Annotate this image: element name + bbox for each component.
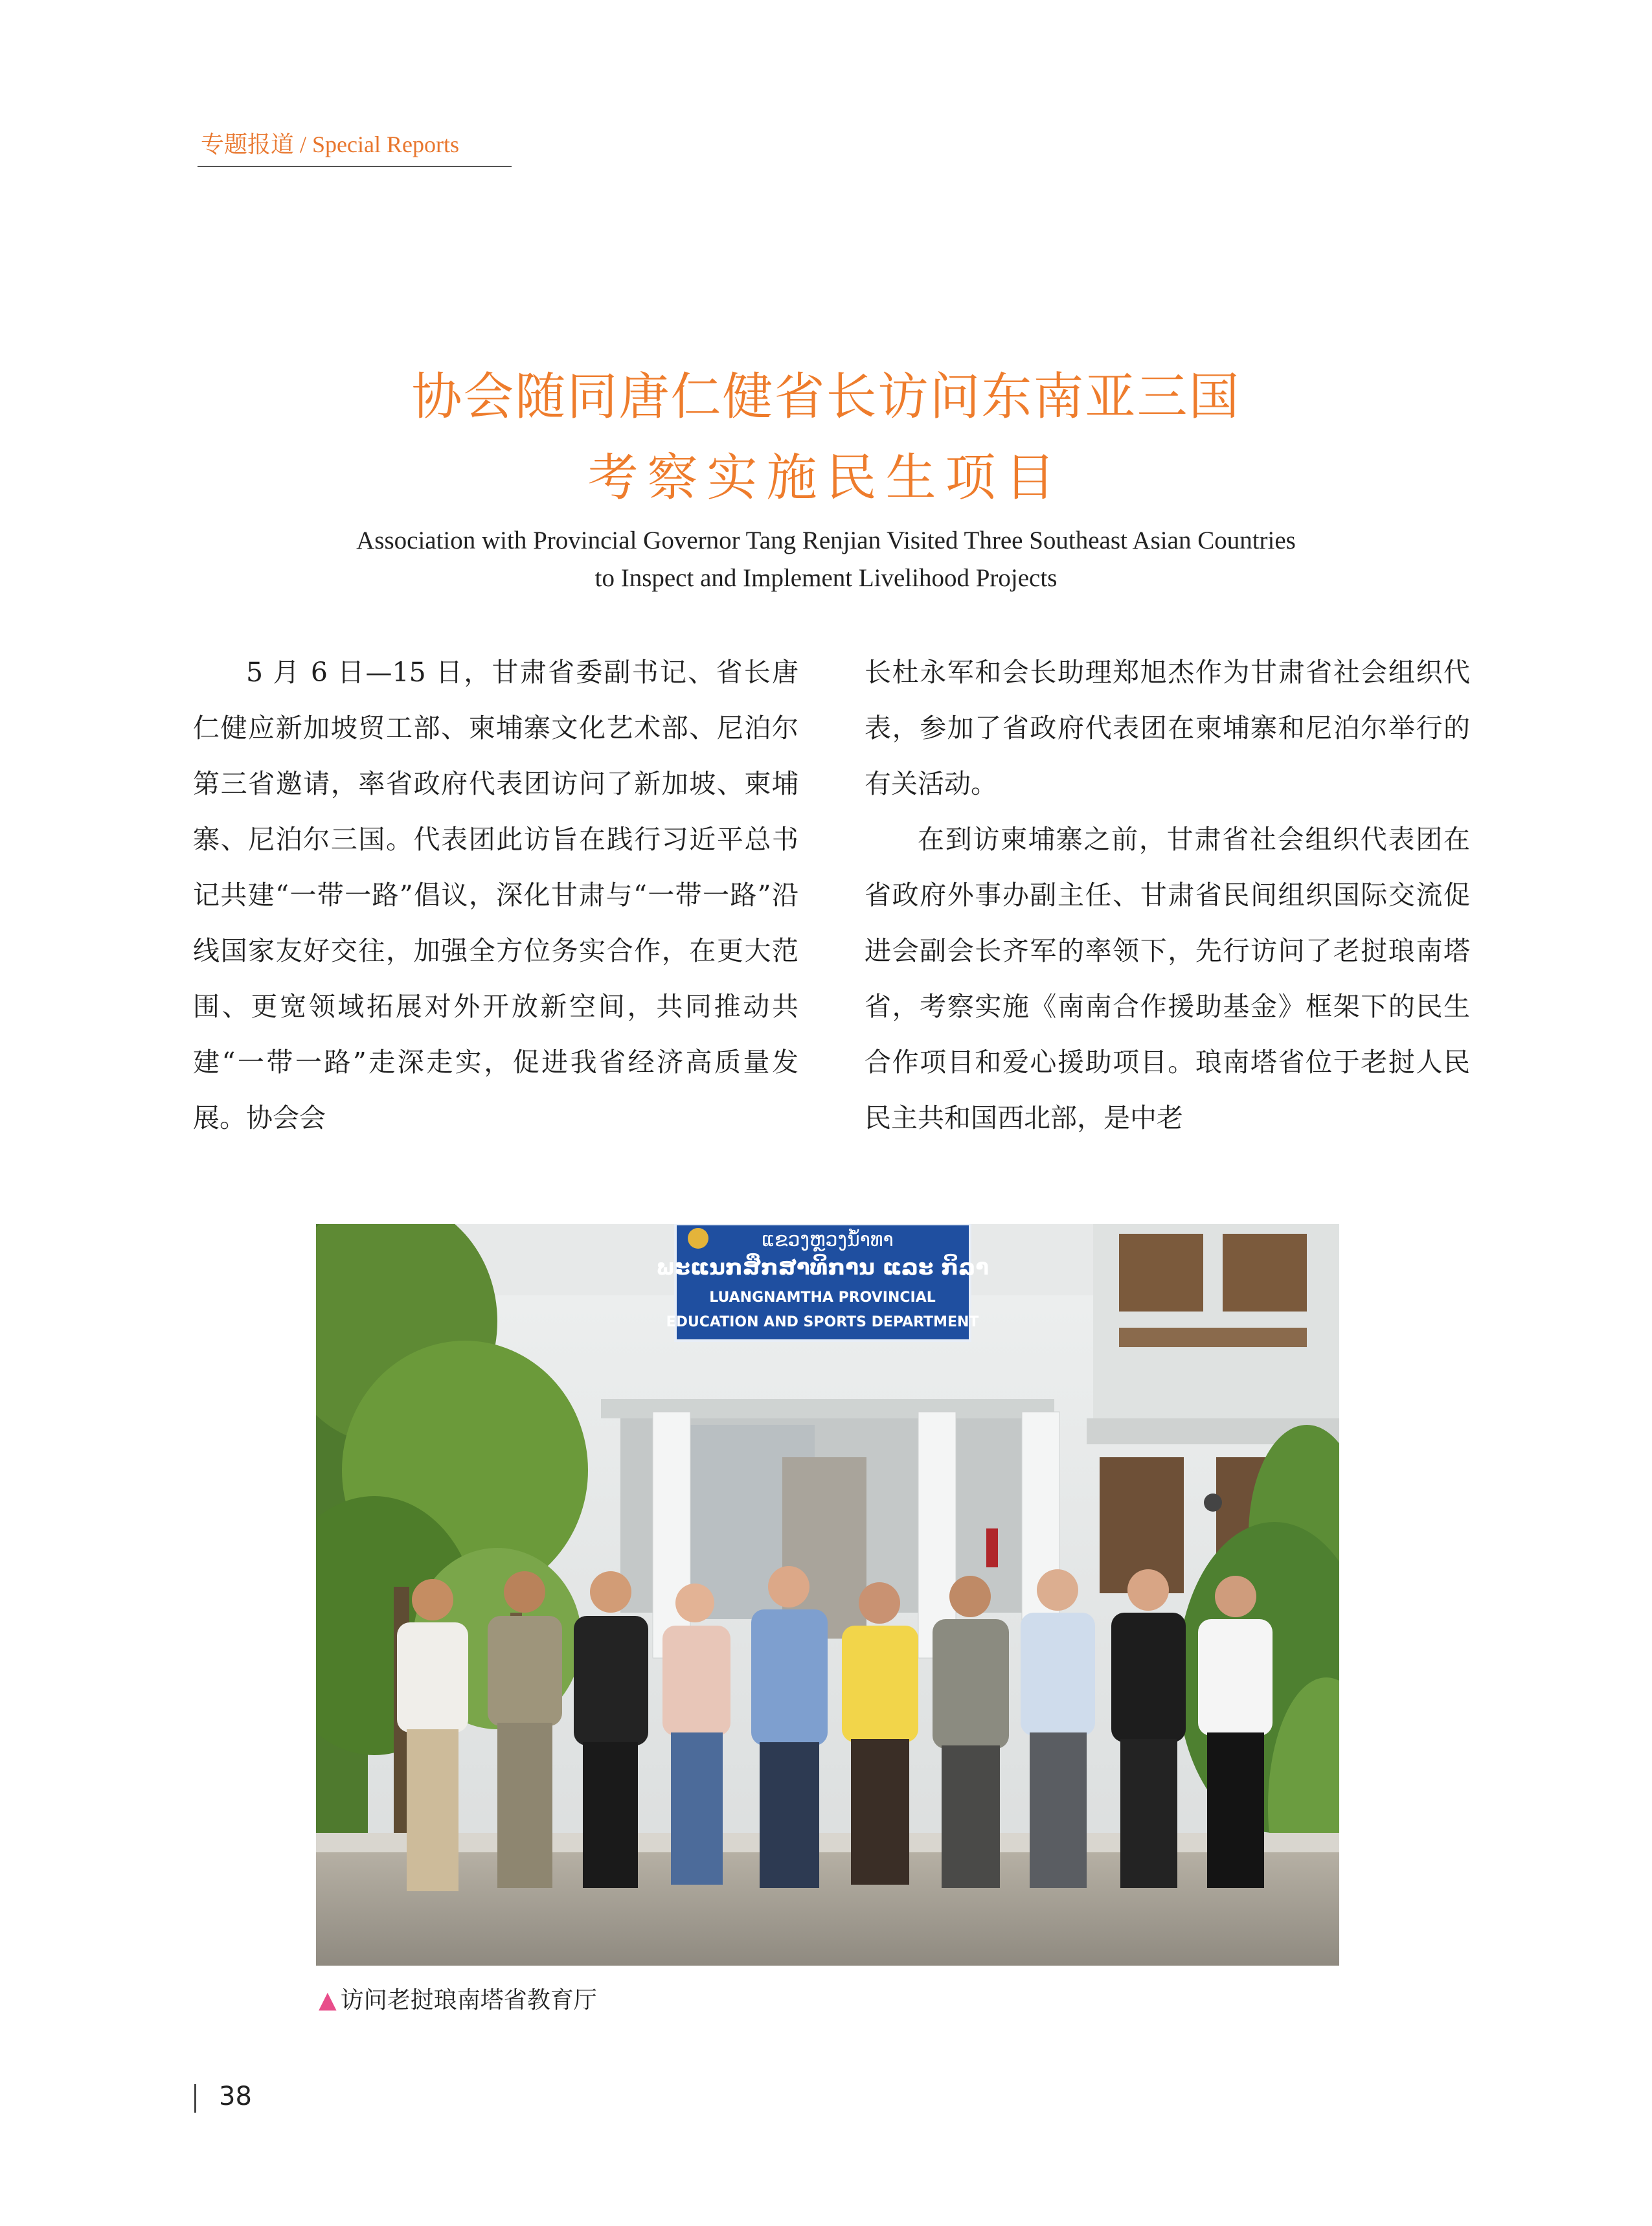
text-line: 加坡、柬埔寨、尼泊尔三国。代表团此访旨在: [193, 768, 799, 855]
paragraph: [193, 644, 798, 1146]
photo-caption: [319, 1982, 597, 2015]
text-line: 化甘肃与“一带一路”沿线国家友好交往，加: [193, 880, 798, 966]
person: [1111, 1569, 1186, 1888]
text-line: 尼泊尔第三省邀请，率省政府代表团访问了新: [193, 712, 799, 799]
sign-lao-line2: ພະແນກສຶກສາທິການ ແລະ ກິລາ: [655, 1255, 990, 1280]
body-column-left: [193, 644, 798, 1146]
person: [574, 1571, 648, 1888]
text-line: 塔省位于老挝人民民主共和国西北部，是中老: [865, 1047, 1470, 1133]
text-line: 唐仁健应新加坡贸工部、柬埔寨文化艺术部、: [193, 657, 798, 744]
person: [933, 1576, 1009, 1888]
text-line: 在到访柬埔寨之前，甘肃省社会组织代表: [918, 824, 1416, 855]
text-line: 框架下的民生合作项目和爱心援助项目。琅南: [865, 991, 1471, 1078]
text-line: 走深走实，促进我省经济高质量发展。协会会: [193, 1047, 799, 1133]
group-photo: [316, 1224, 1339, 1966]
body-column-right: [865, 644, 1470, 1146]
sign-en-line2: EDUCATION AND SPORTS DEPARTMENT: [666, 1314, 979, 1330]
wall-clock: [1204, 1493, 1222, 1512]
sign-lao-line1: ແຂວງຫຼວງນ້ຳທາ: [762, 1229, 894, 1251]
article-subtitle-en-line1: Association with Provincial Governor Tang Renjian Visited Three Southeast Asian Countries: [356, 527, 1296, 554]
text-line: 长杜永军和会长助理郑旭杰作为甘肃省社会组: [865, 657, 1416, 688]
text-line: 了老挝琅南塔省，考察实施《南南合作援助基金》: [865, 935, 1471, 1022]
page-number: 38: [219, 2082, 252, 2111]
text-line: 践行习近平总书记共建“一带一路”倡议，深: [193, 824, 799, 911]
person: [1198, 1576, 1273, 1888]
text-line: 5 月 6 日—15 日，甘肃省委副书记、省长: [246, 657, 772, 688]
text-line: 织代表，参加了省政府代表团在柬埔寨和尼泊: [865, 657, 1471, 744]
person: [397, 1579, 468, 1891]
department-sign: [656, 1224, 989, 1341]
section-label: 专题报道 / Special Reports: [201, 131, 459, 157]
fire-extinguisher: [986, 1528, 998, 1567]
pillar: [653, 1412, 690, 1658]
article-title-line2: 考察实施民生项目: [587, 449, 1065, 507]
window: [1223, 1234, 1307, 1312]
text-line: 展对外开放新空间，共同推动共建“一带一路”: [193, 991, 799, 1078]
person: [662, 1584, 730, 1885]
text-line: 际交流促进会副会长齐军的率领下，先行访问: [865, 880, 1471, 966]
article-title-line1: 协会随同唐仁健省长访问东南亚三国: [411, 368, 1241, 426]
paragraph: [865, 812, 1470, 1146]
caption-triangle-icon: ▲: [319, 1987, 337, 2014]
text-line: 尔举行的有关活动。: [865, 712, 1471, 799]
caption-text: 访问老挝琅南塔省教育厅: [340, 1987, 597, 2014]
text-line: 强全方位务实合作，在更大范围、更宽领域拓: [193, 935, 799, 1022]
paragraph: [865, 644, 1470, 812]
window: [1119, 1234, 1203, 1312]
person: [488, 1571, 562, 1888]
person: [751, 1566, 828, 1888]
text-line: 团在省政府外事办副主任、甘肃省民间组织国: [865, 824, 1471, 911]
article-subtitle-en-line2: to Inspect and Implement Livelihood Projects: [594, 564, 1058, 592]
person: [842, 1582, 918, 1885]
person: [1021, 1569, 1095, 1888]
section-underline: [198, 166, 512, 167]
sign-en-line1: LUANGNAMTHA PROVINCIAL: [709, 1289, 936, 1306]
ground: [316, 1846, 1339, 1966]
page-number-bar: [194, 2084, 196, 2113]
